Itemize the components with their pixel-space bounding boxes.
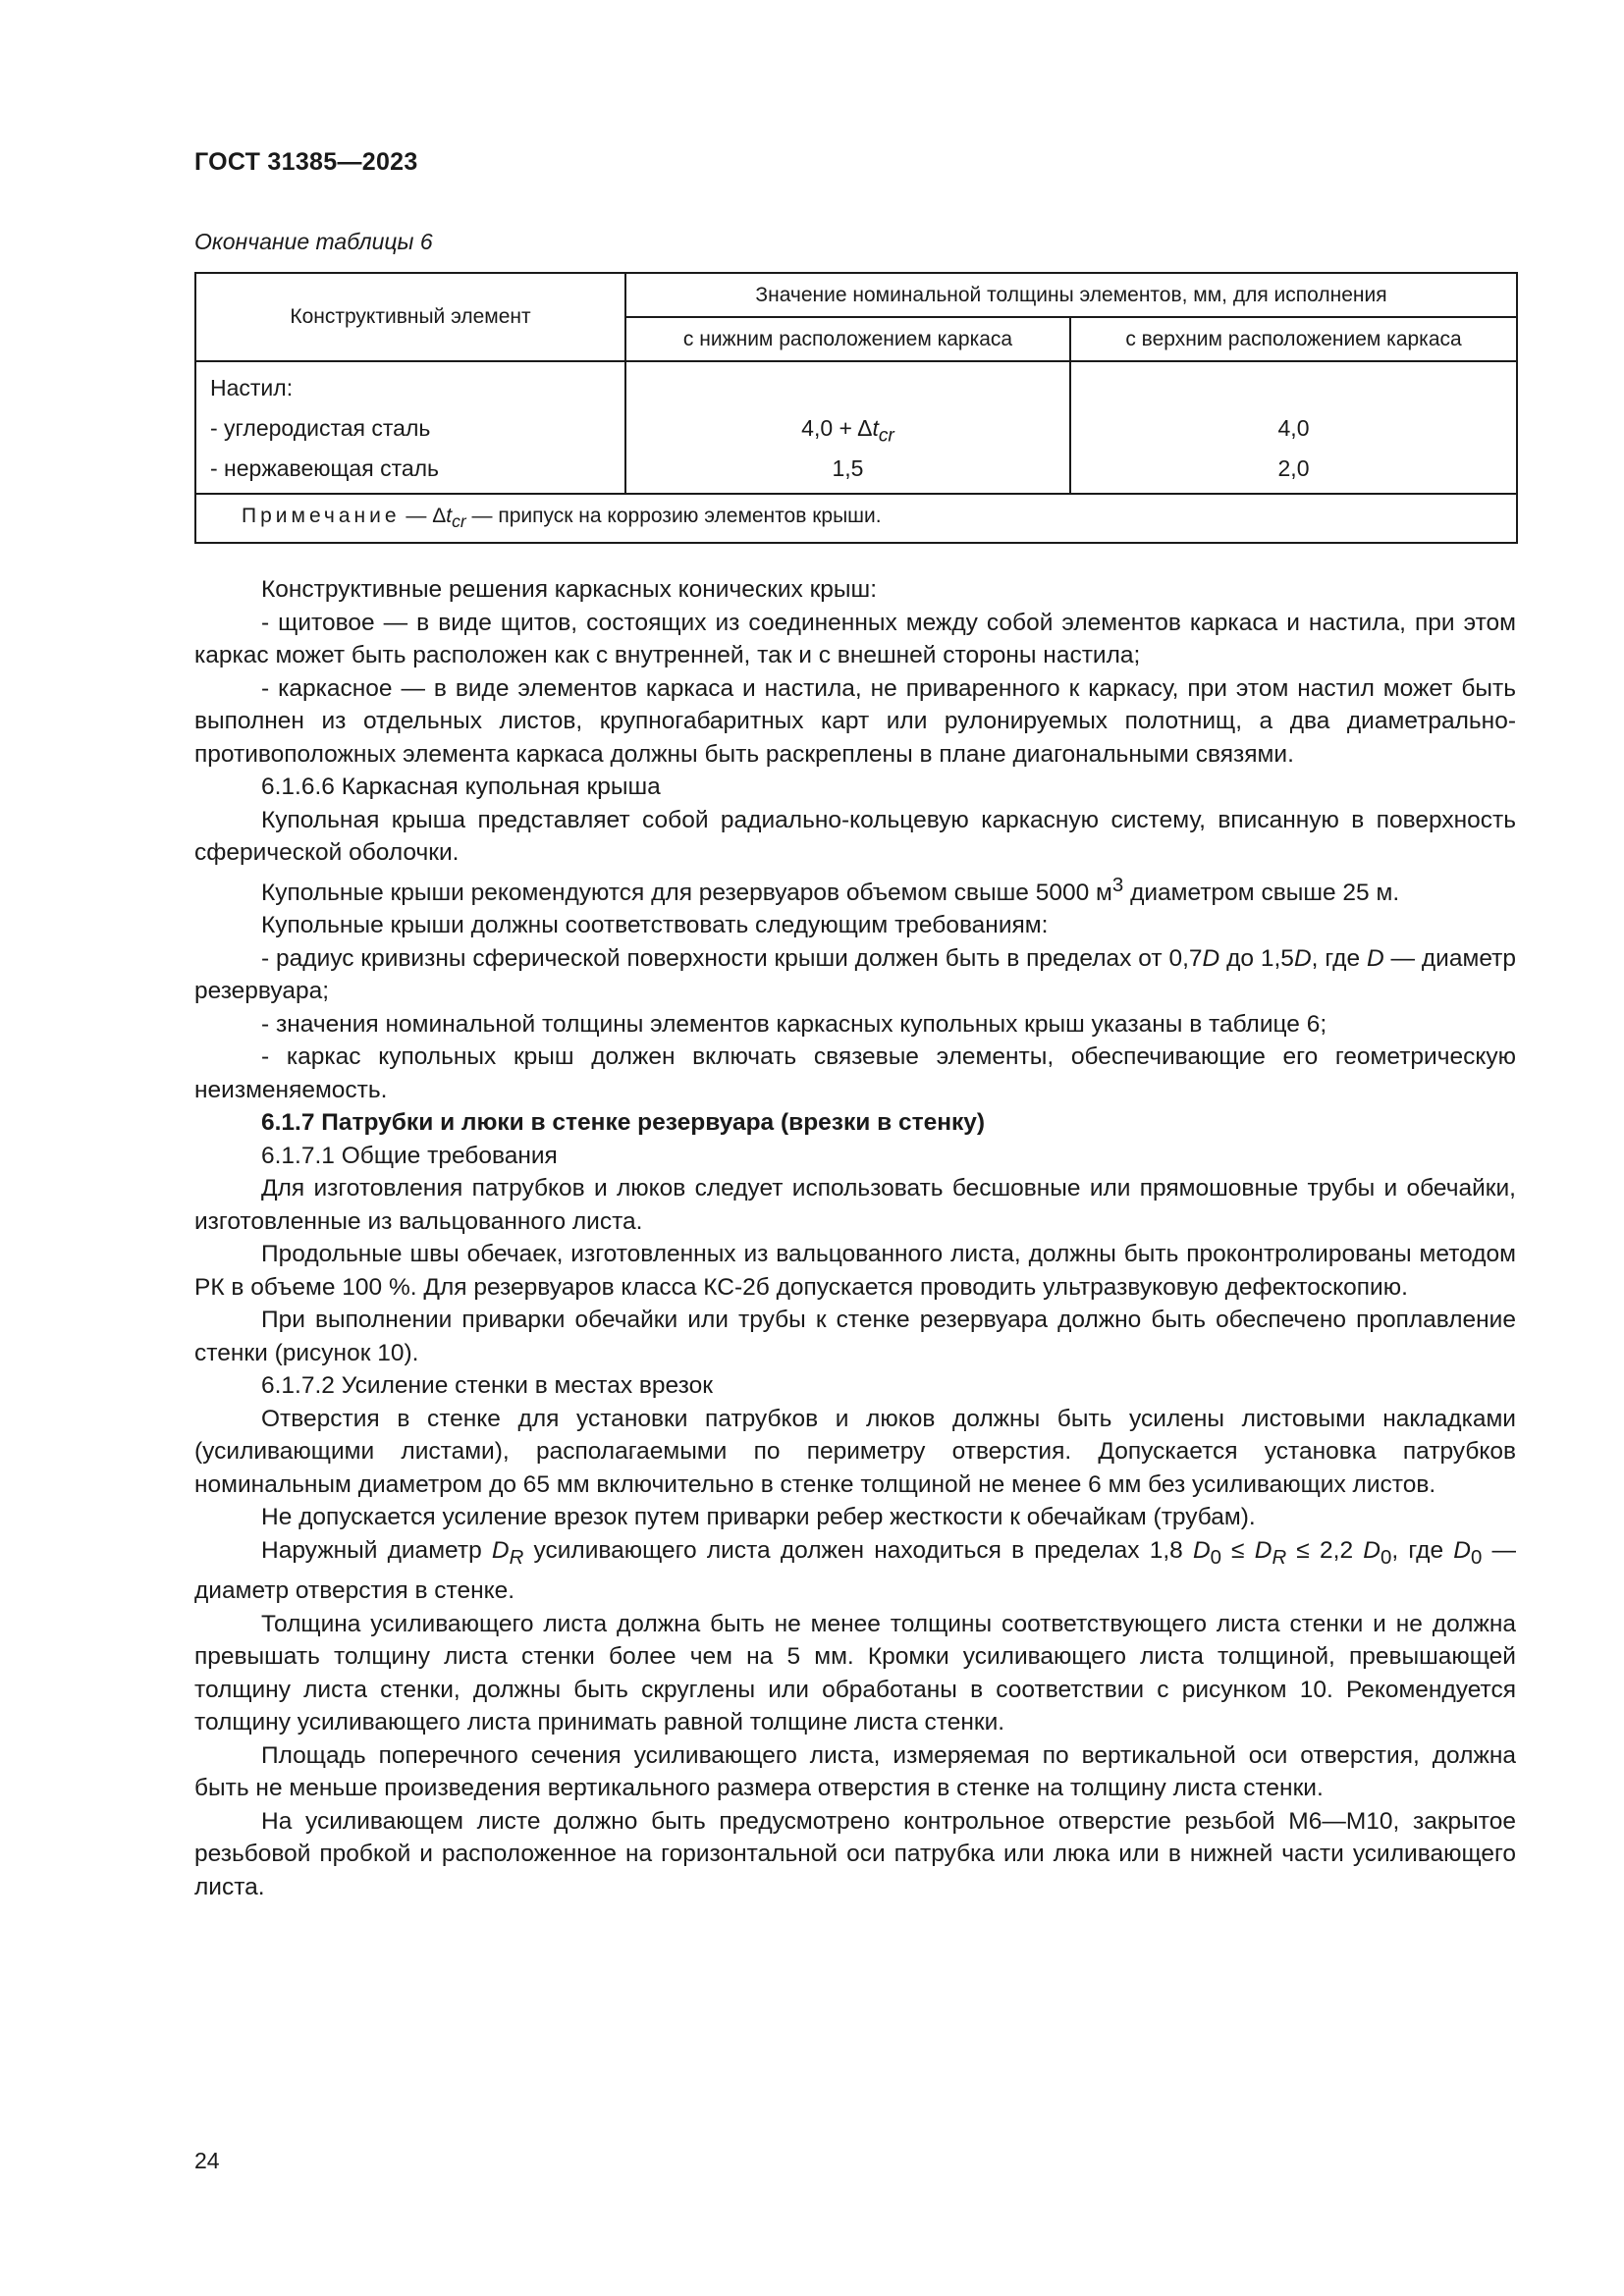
table-caption: Окончание таблицы 6 — [194, 229, 433, 254]
col-header-element: Конструктивный элемент — [195, 273, 625, 361]
list-item: - каркас купольных крыш должен включать связевые элементы, обеспечивающие его геометрическую неизменяемость. — [194, 1043, 1516, 1103]
list-item: - значения номинальной толщины элементов каркасных купольных крыш указаны в таблице 6; — [261, 1010, 1327, 1038]
paragraph: Купольная крыша представляет собой радиально-кольцевую каркасную систему, вписанную в поверхность сферической оболочки. — [194, 806, 1516, 866]
body-text — [194, 573, 1516, 1903]
element-cell — [195, 361, 625, 494]
paragraph: Продольные швы обечаек, изготовленных из вальцованного листа, должны быть проконтролированы методом РК в объеме 100 %. Для резервуаров класса КС-2б допускается проводить ультразвуковую дефектоскопию. — [194, 1241, 1516, 1301]
row-value-lower: $4,0 + \Delta t_{cr}$ — [801, 415, 894, 447]
row-value-upper: 2,0 — [1277, 455, 1310, 481]
list-item: - каркасное — в виде элементов каркаса и настила, не приваренного к каркасу, при этом настил может быть выполнен из отдельных листов, крупногабаритных карт или рулонируемых полотнищ, а два диаметрально-противоположных элемента каркаса должны быть раскреплены в плане диагональными связями. — [194, 674, 1516, 768]
paragraph: Для изготовления патрубков и люков следует использовать бесшовные или прямошовные трубы и обечайки, изготовленные из вальцованного листа. — [194, 1175, 1516, 1235]
paragraph: Не допускается усиление врезок путем приварки ребер жесткости к обечайкам (трубам). — [261, 1504, 1256, 1531]
col-header-upper-frame: с верхним расположением каркаса — [1070, 317, 1517, 361]
section-heading: 6.1.7.1 Общие требования — [261, 1142, 558, 1169]
list-item: - щитовое — в виде щитов, состоящих из соединенных между собой элементов каркаса и настила, при этом каркас может быть расположен как с внутренней, так и с внешней стороны настила; — [194, 609, 1516, 668]
paragraph: Площадь поперечного сечения усиливающего листа, измеряемая по вертикальной оси отверстия, должна быть не меньше произведения вертикального размера отверстия в стенке на толщину листа стенки. — [194, 1741, 1516, 1802]
paragraph: Отверстия в стенке для установки патрубков и люков должны быть усилены листовыми накладками (усиливающими листами), располагаемыми по периметру отверстия. Допускается установка патрубков номинальным диаметром до 65 мм включительно в стенке толщиной не менее 6 мм без усиливающих листов. — [194, 1405, 1516, 1498]
col-header-lower-frame: с нижним расположением каркаса — [625, 317, 1070, 361]
paragraph: Купольные крыши должны соответствовать следующим требованиям: — [261, 912, 1049, 939]
section-heading-bold: 6.1.7 Патрубки и люки в стенке резервуара (врезки в стенку) — [261, 1109, 986, 1137]
paragraph: При выполнении приварки обечайки или трубы к стенке резервуара должно быть обеспечено проплавление стенки (рисунок 10). — [194, 1307, 1516, 1366]
page-number: 24 — [194, 2148, 220, 2173]
paragraph: На усиливающем листе должно быть предусмотрено контрольное отверстие резьбой М6—М10, закрытое резьбовой пробкой и расположенное на горизонтальной оси патрубка или люка или в нижней части усиливающего листа. — [194, 1807, 1516, 1900]
paragraph: Наружный диаметр $D_R$ усиливающего листа должен находиться в пределах 1,8 $D_0 \le D_R \le 2,2$ $D_0$, где $D_0$ — диаметр отверстия в стенке. — [194, 1536, 1517, 1605]
col-header-group: Значение номинальной толщины элементов, мм, для исполнения — [625, 273, 1517, 317]
lower-frame-cell — [625, 361, 1070, 494]
paragraph: Купольные крыши рекомендуются для резервуаров объемом свыше 5000 $м^3$ диаметром свыше 25 м. — [261, 874, 1400, 906]
row-value-upper: 4,0 — [1277, 415, 1310, 441]
table-6 — [194, 272, 1518, 544]
paragraph: Толщина усиливающего листа должна быть не менее толщины соответствующего листа стенки и не должна превышать толщину листа стенки более чем на 5 мм. Кромки усиливающего листа толщиной, превышающей толщину листа стенки, должны быть скруглены или обработаны в соответствии с рисунком 10. Рекомендуется толщину усиливающего листа принимать равной толщине листа стенки. — [194, 1610, 1516, 1736]
section-heading: 6.1.6.6 Каркасная купольная крыша — [261, 774, 661, 800]
upper-frame-cell — [1070, 361, 1517, 494]
row-name: - нержавеющая сталь — [210, 455, 440, 481]
table-note: Примечание — $\Delta t_{cr}$ — припуск на коррозию элементов крыши. — [195, 494, 1517, 543]
row-group-label: Настил: — [210, 375, 294, 400]
row-value-lower: 1,5 — [832, 455, 864, 481]
section-heading: 6.1.7.2 Усиление стенки в местах врезок — [261, 1372, 713, 1400]
row-name: - углеродистая сталь — [210, 415, 431, 441]
document-code: ГОСТ 31385—2023 — [194, 148, 418, 176]
paragraph: Конструктивные решения каркасных конических крыш: — [261, 576, 877, 603]
list-item: - радиус кривизны сферической поверхности крыши должен быть в пределах от 0,7D до 1,5D, где D — диаметр резервуара; — [194, 944, 1516, 1005]
